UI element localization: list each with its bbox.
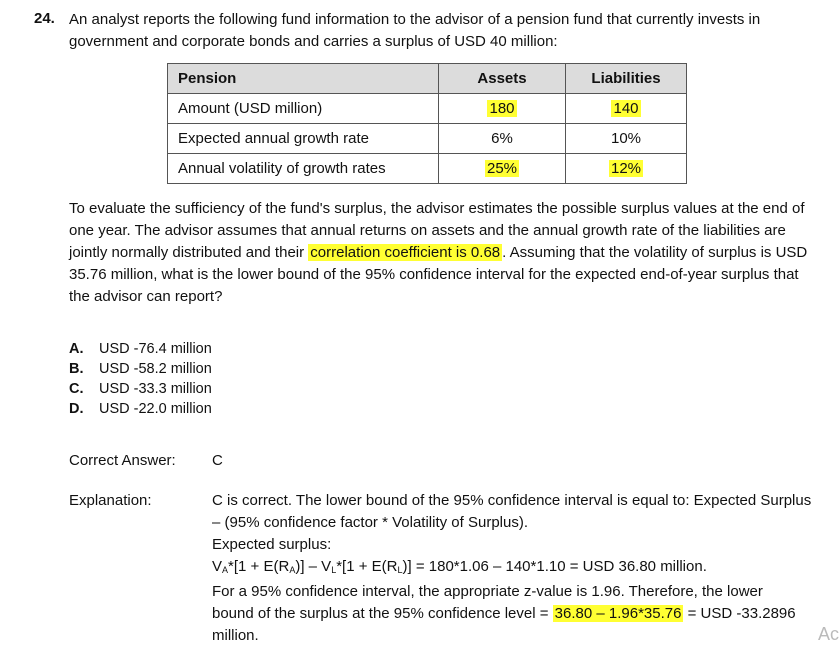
calculation-highlight: 36.80 – 1.96*35.76 — [554, 605, 682, 622]
header-liabilities: Liabilities — [566, 64, 687, 94]
liabilities-amount-highlight: 140 — [613, 100, 639, 117]
row-label: Annual volatility of growth rates — [168, 154, 439, 184]
table-row — [168, 154, 687, 184]
surplus-formula: $V_A*[1 + E(R_A)] - V_L*[1 + E(R_L)] = 180*1.06 - 140*1.10$ = USD 36.80 million. — [212, 558, 707, 575]
assets-amount-highlight: 180 — [489, 100, 515, 117]
option-a: A. USD -76.4 million — [69, 341, 212, 357]
option-d: D. USD -22.0 million — [69, 401, 212, 417]
assets-volatility-highlight: 25% — [486, 160, 518, 177]
header-assets: Assets — [439, 64, 566, 94]
table-header-row — [168, 64, 687, 94]
header-pension: Pension — [168, 64, 439, 94]
option-b: B. USD -58.2 million — [69, 361, 212, 377]
corner-watermark-text: Ac — [818, 624, 839, 644]
question-number: 24. — [34, 10, 55, 27]
answer-options — [69, 339, 212, 419]
liabilities-volatility-highlight: 12% — [610, 160, 642, 177]
assets-growth: 6% — [439, 124, 566, 154]
option-c: C. USD -33.3 million — [69, 381, 212, 397]
explanation-body: C is correct. The lower bound of the 95% confidence interval is equal to: Expected Surplus – (95% confidence factor * Volatility of Surplus). Expected surplus: $V_A*[1 + E(R_A)] - V_L*[1 + E(R_L)] = 180*1.06 - 140*1.10$ = USD 36.80 million. For a 95% confidence interval, the appropriate z-value is 1.96. Therefore, the lower bound of the surplus at the 95% confidence level = 36.80 – 1.96*35.76 = USD -33.2896 million. — [212, 490, 822, 647]
table-row — [168, 124, 687, 154]
question-paragraph: To evaluate the sufficiency of the fund's surplus, the advisor estimates the possible surplus values at the end of one year. The advisor assumes that annual returns on assets and the annual growth rate of the liabilities are jointly normally distributed and their correlation coefficient is 0.68 . Assuming that the volatility of surplus is USD 35.76 million, what is the lower bound of the 95% confidence interval for the expected end-of-year surplus that the advisor can report? — [69, 200, 808, 305]
correlation-highlight: correlation coefficient is 0.68 — [310, 244, 501, 261]
row-label: Amount (USD million) — [168, 94, 439, 124]
correct-answer-value: C — [212, 452, 223, 469]
table-row — [168, 94, 687, 124]
pension-table — [167, 63, 687, 184]
correct-answer-label: Correct Answer: — [69, 452, 176, 469]
row-label: Expected annual growth rate — [168, 124, 439, 154]
explanation-label: Explanation: — [69, 492, 152, 509]
question-text: An analyst reports the following fund information to the advisor of a pension fund that currently invests in government and corporate bonds and carries a surplus of USD 40 million: — [69, 11, 761, 50]
liabilities-growth: 10% — [566, 124, 687, 154]
